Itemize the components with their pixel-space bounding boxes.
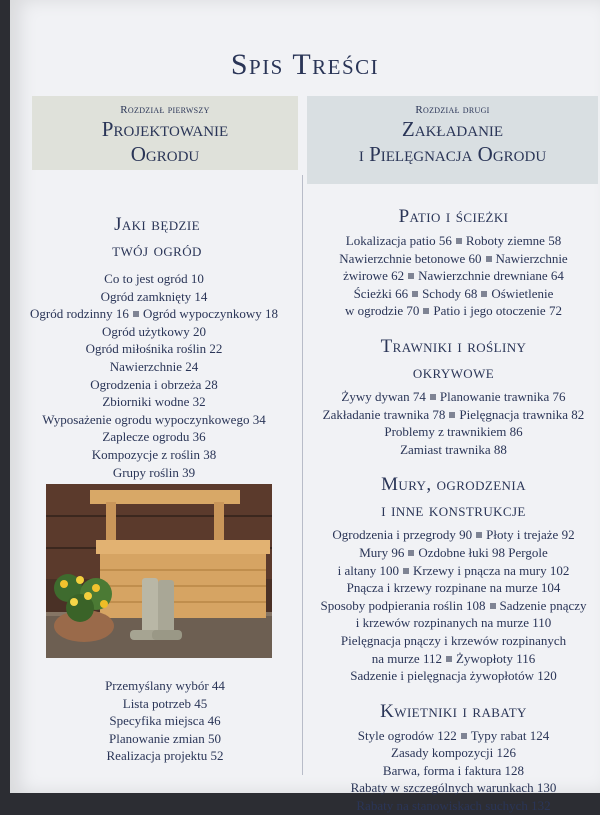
- toc-entry: Kompozycje z roślin 38: [91, 446, 217, 462]
- bullet-square-icon: [486, 256, 492, 262]
- toc-entry: Style ogrodów 122: [357, 727, 457, 743]
- toc-entry: Żywy dywan 74: [341, 388, 426, 404]
- section-title-line-2: twój ogród: [112, 240, 202, 261]
- garden-bench-photo: [46, 484, 272, 658]
- toc-entry: Rabaty w szczególnych warunkach 130: [350, 780, 557, 796]
- section-title-line: Kwietniki i rabaty: [380, 700, 527, 722]
- toc-entry: Rabaty na stanowiskach suchych 132: [356, 798, 551, 814]
- toc-line: [10, 376, 298, 394]
- toc-entry: Planowanie zmian 50: [109, 730, 221, 746]
- toc-line: [307, 250, 600, 268]
- toc-line: [307, 614, 600, 632]
- toc-entry: Wyposażenie ogrodu wypoczynkowego 34: [42, 411, 266, 427]
- section-entries: [307, 232, 600, 320]
- toc-entry: Ścieżki 66: [353, 285, 409, 301]
- bullet-square-icon: [461, 733, 467, 739]
- garden-bench-illustration: [46, 484, 272, 658]
- section-title: [307, 204, 600, 230]
- toc-line: [307, 285, 600, 303]
- toc-entry: Sadzenie i pielęgnacja żywopłotów 120: [350, 668, 557, 684]
- toc-line: [307, 441, 600, 459]
- toc-entry: Sposoby podpierania roślin 108: [320, 597, 486, 613]
- toc-entry: Mury 96: [359, 544, 405, 560]
- toc-entry: Ogród użytkowy 20: [102, 323, 206, 339]
- toc-entry: Nawierzchnie drewniane 64: [418, 268, 564, 284]
- toc-line: [10, 340, 298, 358]
- toc-entry: Zamiast trawnika 88: [400, 441, 507, 457]
- chapter-one-label: Rozdział pierwszy: [120, 104, 210, 116]
- toc-line: [32, 695, 298, 713]
- section-entries: [307, 727, 600, 815]
- page-title: Spis Treści: [230, 48, 380, 81]
- toc-entry: Schody 68: [422, 285, 478, 301]
- bullet-square-icon: [446, 656, 452, 662]
- chapter-one-header: [32, 96, 298, 170]
- section-title-line: i inne konstrukcje: [381, 500, 526, 522]
- toc-line: [307, 667, 600, 685]
- bullet-square-icon: [408, 550, 414, 556]
- chapter-two-title-line-1: Zakładanie: [401, 117, 504, 141]
- toc-entry: i altany 100: [337, 562, 400, 578]
- toc-entry: Ogród miłośnika roślin 22: [85, 341, 223, 357]
- bullet-square-icon: [476, 532, 482, 538]
- bullet-square-icon: [490, 603, 496, 609]
- toc-line: [307, 650, 600, 668]
- toc-entry: Nawierzchnie 24: [109, 358, 199, 374]
- toc-entry: Barwa, forma i faktura 128: [382, 762, 525, 778]
- toc-entry: Planowanie trawnika 76: [439, 388, 566, 404]
- toc-entry: Ogród rodzinny 16: [30, 306, 129, 322]
- toc-entry: Zasady kompozycji 126: [391, 745, 516, 761]
- toc-line: [307, 762, 600, 780]
- section-entries: [307, 526, 600, 684]
- toc-entry: Lokalizacja patio 56: [345, 233, 452, 248]
- section-title: [307, 699, 600, 725]
- toc-line: [307, 744, 600, 762]
- toc-entry: Sadzenie pnączy: [499, 597, 587, 613]
- bullet-square-icon: [412, 291, 418, 297]
- toc-entry: Ogrodzenia i przegrody 90: [332, 527, 473, 543]
- toc-line: [307, 406, 600, 424]
- toc-entry: Płoty i trejaże 92: [486, 527, 575, 543]
- bullet-square-icon: [430, 394, 436, 400]
- column-divider: [302, 175, 303, 775]
- toc-line: [10, 305, 298, 323]
- toc-entry: na murze 112: [371, 650, 442, 666]
- toc-line: [32, 712, 298, 730]
- toc-line: [10, 358, 298, 376]
- bullet-square-icon: [403, 568, 409, 574]
- toc-line: [32, 677, 298, 695]
- toc-entry: Ogród wypoczynkowy 18: [142, 306, 278, 322]
- chapter-one-entries-bottom: [32, 677, 298, 765]
- toc-entry: Specyfika miejsca 46: [109, 713, 221, 729]
- toc-entry: Problemy z trawnikiem 86: [384, 424, 523, 440]
- toc-entry: Patio i jego otoczenie 72: [433, 303, 562, 319]
- toc-entry: w ogrodzie 70: [345, 303, 420, 319]
- chapter-two-header: [307, 96, 598, 184]
- toc-entry: Lista potrzeb 45: [122, 695, 208, 711]
- toc-line: [307, 562, 600, 580]
- section-entries: [307, 388, 600, 458]
- bullet-square-icon: [408, 273, 414, 279]
- toc-line: [32, 747, 298, 765]
- toc-entry: Zbiorniki wodne 32: [102, 394, 206, 410]
- toc-line: [10, 288, 298, 306]
- bullet-square-icon: [481, 291, 487, 297]
- toc-line: [307, 797, 600, 815]
- toc-entry: Krzewy i pnącza na mury 102: [413, 562, 570, 578]
- toc-line: [307, 727, 600, 745]
- toc-entry: Oświetlenie: [491, 285, 554, 301]
- toc-entry: Roboty ziemne 58: [465, 233, 562, 248]
- toc-line: [307, 423, 600, 441]
- toc-entry: Realizacja projektu 52: [106, 748, 224, 764]
- chapter-one-column: [10, 96, 298, 499]
- toc-line: [10, 270, 298, 288]
- section-title-line: okrywowe: [412, 361, 495, 383]
- toc-line: [307, 579, 600, 597]
- section-title: [307, 334, 600, 386]
- bullet-square-icon: [456, 238, 462, 244]
- chapter-two-column: [307, 96, 600, 815]
- toc-entry: Zaplecze ogrodu 36: [102, 429, 206, 445]
- toc-entry: Pielęgnacja pnączy i krzewów rozpinanych: [340, 632, 567, 648]
- section-title-jaki-bedzie: [16, 212, 298, 264]
- toc-line: [10, 411, 298, 429]
- toc-line: [307, 232, 600, 250]
- chapter-one-title-line-2: Ogrodu: [130, 142, 200, 166]
- toc-entry: Grupy roślin 39: [112, 464, 196, 480]
- toc-line: [10, 323, 298, 341]
- bullet-square-icon: [449, 412, 455, 418]
- section-title: [307, 472, 600, 524]
- toc-line: [10, 446, 298, 464]
- toc-entry: żwirowe 62: [343, 268, 405, 284]
- toc-entry: Nawierzchnie: [495, 250, 568, 266]
- section-title-line: Patio i ścieżki: [398, 206, 509, 227]
- toc-entry: i krzewów rozpinanych na murze 110: [355, 615, 552, 631]
- chapter-two-label: Rozdział drugi: [415, 104, 490, 116]
- toc-entry: Pnącza i krzewy rozpinane na murze 104: [346, 580, 561, 596]
- toc-line: [32, 730, 298, 748]
- toc-entry: Co to jest ogród 10: [104, 271, 204, 286]
- chapter-one-entries: [10, 270, 298, 499]
- toc-line: [10, 428, 298, 446]
- toc-entry: Ogród zamknięty 14: [100, 288, 208, 304]
- toc-entry: Przemyślany wybór 44: [105, 678, 225, 693]
- toc-entry: Zakładanie trawnika 78: [322, 406, 446, 422]
- toc-line: [307, 632, 600, 650]
- toc-line: [307, 597, 600, 615]
- section-title-line: Trawniki i rośliny: [380, 335, 527, 357]
- bullet-square-icon: [133, 311, 139, 317]
- toc-line: [307, 526, 600, 544]
- toc-entry: Pielęgnacja trawnika 82: [459, 406, 585, 422]
- toc-line: [307, 779, 600, 797]
- toc-line: [307, 544, 600, 562]
- bullet-square-icon: [423, 308, 429, 314]
- toc-entry: Typy rabat 124: [470, 727, 550, 743]
- toc-line: [307, 302, 600, 320]
- section-title-line: Mury, ogrodzenia: [381, 474, 526, 496]
- chapter-two-title-line-2: i Pielęgnacja Ogrodu: [358, 142, 547, 166]
- book-page: [10, 0, 600, 814]
- toc-line: [307, 388, 600, 406]
- toc-line: [10, 464, 298, 482]
- toc-entry: Ozdobne łuki 98 Pergole: [418, 544, 548, 560]
- toc-line: [10, 393, 298, 411]
- chapter-one-title-line-1: Projektowanie: [101, 117, 229, 141]
- toc-line: [307, 267, 600, 285]
- toc-entry: Ogrodzenia i obrzeża 28: [90, 376, 218, 392]
- section-title-line-1: Jaki będzie: [114, 214, 200, 235]
- toc-entry: Żywopłoty 116: [455, 650, 536, 666]
- chapter-two-sections: [307, 204, 600, 815]
- toc-entry: Nawierzchnie betonowe 60: [339, 250, 482, 266]
